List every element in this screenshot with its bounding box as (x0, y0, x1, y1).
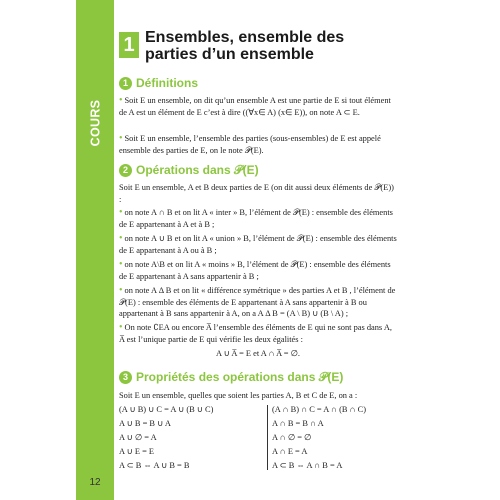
bullet-icon: • (119, 233, 123, 244)
sidebar-label-text: COURS (88, 99, 102, 147)
paragraph-text: Soit E un ensemble, on dit qu’un ensemble A est une partie de E si tout élément de A est un élément de E c’est à dire ((∀x∈ A) (x∈ E)), on note A ⊂ E. (119, 96, 391, 117)
bullet-icon: • (119, 207, 123, 218)
page-number: 12 (89, 477, 101, 488)
bullet-icon: • (119, 322, 123, 333)
bullet-icon: • (119, 259, 123, 270)
section-title: Propriétés des opérations dans 𝒫(E) (136, 370, 344, 384)
property-line: A ∪ ∅ = A (119, 433, 157, 442)
definition-paragraph-2 (119, 133, 397, 156)
property-line: A ∩ ∅ = ∅ (272, 433, 312, 442)
bullet-icon: • (119, 133, 123, 144)
definition-paragraph-1 (119, 95, 397, 118)
union-properties (119, 403, 213, 473)
operations-intro: Soit E un ensemble, A et B deux parties de E (on dit aussi deux éléments de 𝒫(E)) : (119, 183, 394, 204)
property-line: A ∪ B = B ∪ A (119, 419, 171, 428)
sidebar-label (76, 100, 114, 146)
intersection-properties (272, 403, 366, 473)
property-line: (A ∪ B) ∪ C = A ∪ (B ∪ C) (119, 405, 214, 414)
chapter-number-badge: 1 (119, 32, 139, 58)
property-line: A ∩ B = B ∩ A (272, 419, 324, 428)
section-title: Définitions (136, 76, 198, 90)
section-number-badge: 2 (119, 164, 132, 177)
chapter-sidebar (76, 0, 114, 500)
paragraph-text: on note A ∩ B et on lit A « inter » B, l’élément de 𝒫(E) : ensemble des éléments de E appartenant à A et à B ; (119, 208, 393, 229)
property-line: (A ∩ B) ∩ C = A ∩ (B ∩ C) (272, 405, 367, 414)
paragraph-text: on note A Δ B et on lit « différence symétrique » des parties A et B , l’élément de 𝒫(E) : ensemble des éléments de E appartenant à A sans appartenir à B ou appartenant à B sans appartenir à A, on a A Δ B = (A \ B) ∪ (B \ A) ; (119, 286, 396, 319)
operation-union (119, 233, 397, 256)
paragraph-text: Soit E un ensemble, l’ensemble des parties (sous-ensembles) de E est appelé ensemble des parties de E, on le note 𝒫(E). (119, 134, 381, 155)
complement-equation: A ∪ A̅ = E et A ∩ A̅ = ∅. (215, 349, 301, 358)
section-heading-properties (119, 370, 343, 385)
section-heading-operations (119, 163, 259, 178)
operation-symmetric-difference (119, 285, 397, 320)
operation-intersection (119, 207, 397, 230)
property-line: A ⊂ B ⇔ A ∪ B = B (119, 461, 190, 470)
chapter-title: Ensembles, ensemble des parties d’un ensemble (145, 29, 345, 63)
property-line: A ∩ E = A (272, 447, 308, 456)
paragraph-text: On note ∁EA ou encore A̅ l’ensemble des éléments de E qui ne sont pas dans A, A̅ est l’unique partie de E qui vérifie les deux égalités : (119, 323, 392, 344)
paragraph-text: on note A\B et on lit A « moins » B, l’élément de 𝒫(E) : ensemble des éléments de E appartenant à A sans appartenir à B ; (119, 260, 391, 281)
property-line: A ∪ E = E (119, 447, 155, 456)
section-heading-definitions (119, 76, 198, 90)
section-number-badge: 1 (119, 77, 132, 90)
property-line: A ⊂ B ⇔ A ∩ B = A (272, 461, 343, 470)
operation-difference (119, 259, 397, 282)
column-divider (267, 405, 268, 470)
bullet-icon: • (119, 285, 123, 296)
operation-complement (119, 322, 397, 345)
section-number-badge: 3 (119, 371, 132, 384)
bullet-icon: • (119, 95, 123, 106)
paragraph-text: on note A ∪ B et on lit A « union » B, l’élément de 𝒫(E) : ensemble des éléments de E appartenant à A ou à B ; (119, 234, 397, 255)
properties-intro: Soit E un ensemble, quelles que soient les parties A, B et C de E, on a : (119, 391, 358, 400)
section-title: Opérations dans 𝒫(E) (136, 163, 259, 177)
